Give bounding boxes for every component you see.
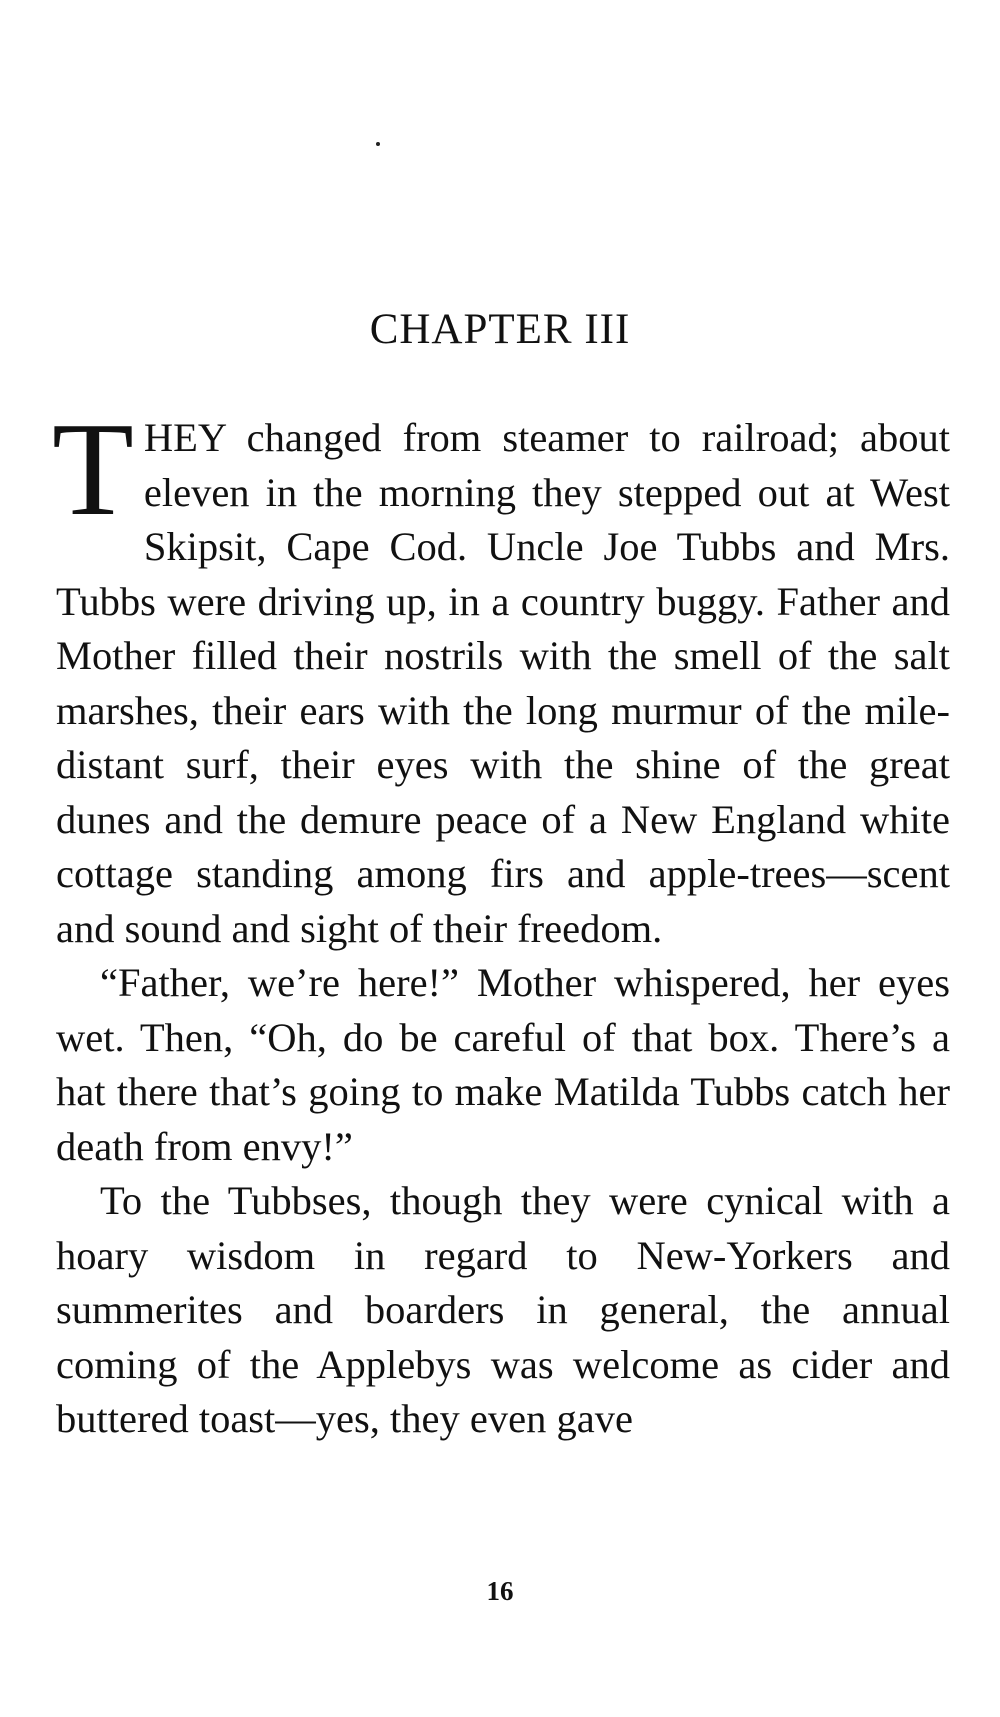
drop-cap: T <box>52 395 134 543</box>
chapter-title: CHAPTER III <box>369 306 631 353</box>
print-speck <box>376 142 380 146</box>
chapter-body <box>52 395 950 1447</box>
paragraph-2: “Father, we’re here!” Mother whispered, her eyes wet. Then, “Oh, do be careful of that box. There’s a hat there that’s going to make Matilda Tubbs catch her death from envy!” <box>56 960 950 1169</box>
paragraph-1-text: HEY changed from steamer to railroad; about eleven in the morning they stepped out at West Skipsit, Cape Cod. Uncle Joe Tubbs and Mrs. Tubbs were driving up, in a country buggy. Father and Mother filled their nostrils with the smell of the salt marshes, their ears with the long murmur of the mile-distant surf, their eyes with the shine of the great dunes and the demure peace of a New England white cottage standing among firs and apple-trees—scent and sound and sight of their freedom. <box>56 415 950 951</box>
paragraph-1 <box>52 395 950 956</box>
page-number: 16 <box>486 1576 514 1606</box>
paragraph-3: To the Tubbses, though they were cynical with a hoary wisdom in regard to New-Yorkers and summerites and boarders in general, the annual coming of the Applebys was welcome as cider and buttered toast—yes, they even gave <box>56 1178 950 1441</box>
